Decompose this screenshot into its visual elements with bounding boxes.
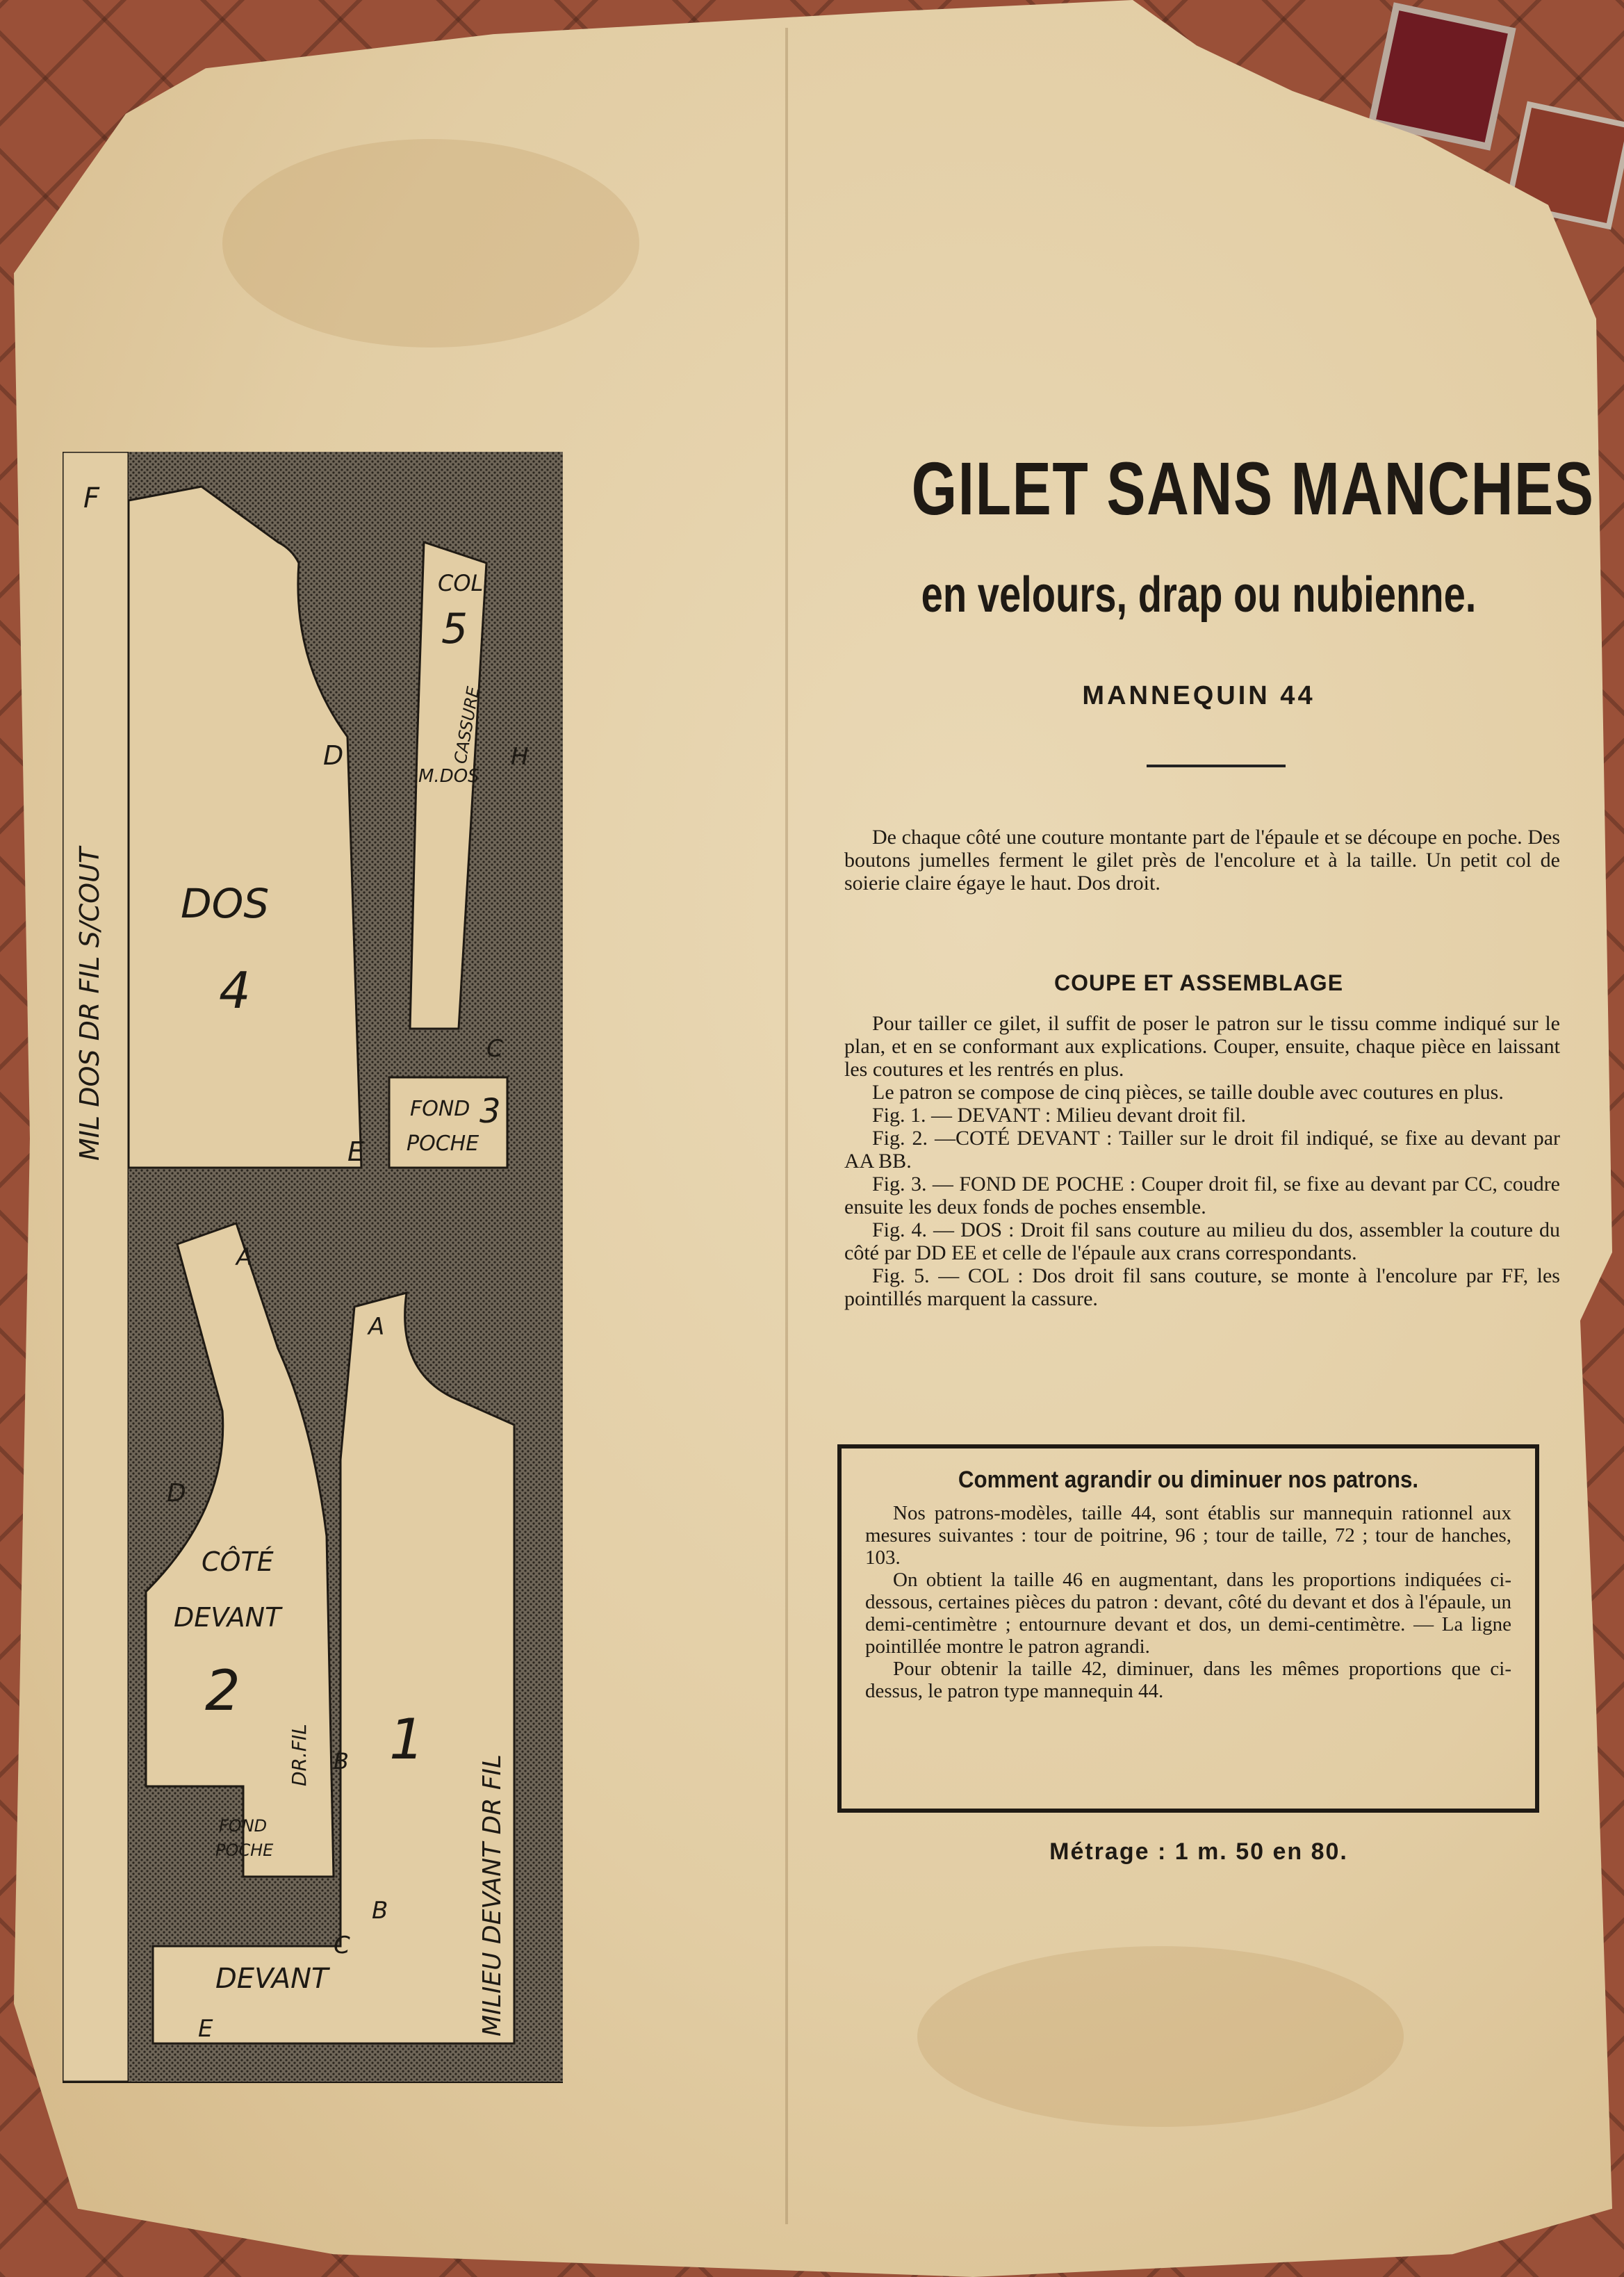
paper-stain	[917, 1946, 1404, 2127]
letter-c: C	[334, 1932, 350, 1959]
divider	[1147, 765, 1286, 767]
letter-b: B	[334, 1748, 349, 1774]
fond-poche-b: POCHE	[215, 1841, 274, 1860]
poche-label: POCHE	[407, 1132, 479, 1156]
devant-label: DEVANT	[215, 1963, 329, 1995]
cote-devant-label: DEVANT	[174, 1602, 281, 1633]
letter-d: D	[167, 1479, 186, 1508]
letter-a: A	[236, 1243, 253, 1271]
fond-label: FOND	[410, 1097, 470, 1121]
col-label: COL	[438, 570, 484, 596]
fond-poche-a: FOND	[219, 1816, 268, 1836]
letter-c: C	[486, 1035, 503, 1063]
size-adjust-box	[837, 1444, 1539, 1813]
fig-4: Fig. 4. — DOS : Droit fil sans couture au milieu du dos, assembler la couture du côté par DD EE et celle de l'épaule aux crans correspondants.	[844, 1218, 1560, 1264]
letter-e: E	[198, 2015, 213, 2043]
fig-2: Fig. 2. —COTÉ DEVANT : Tailler sur le droit fil indiqué, se fixe au devant par AA BB.	[844, 1127, 1560, 1173]
fig-1: Fig. 1. — DEVANT : Milieu devant droit fil.	[872, 1104, 1247, 1127]
letter-h: H	[511, 743, 529, 771]
milieu-label: MILIEU DEVANT DR FIL	[478, 1754, 507, 2037]
paper-fold	[785, 28, 788, 2224]
col-number: 5	[441, 605, 468, 653]
coupe-p2: Le patron se compose de cinq pièces, se taille double avec coutures en plus.	[872, 1081, 1504, 1104]
metrage: Métrage : 1 m. 50 en 80.	[1049, 1838, 1348, 1865]
page-title: GILET SANS MANCHES	[911, 446, 1595, 530]
pattern-layout-diagram	[63, 452, 563, 2085]
drfil-label: DR.FIL	[288, 1724, 311, 1786]
box-p3: Pour obtenir la taille 42, diminuer, dans les mêmes proportions que ci-dessus, le patron type mannequin 44.	[865, 1658, 1511, 1702]
selvedge-label: MIL DOS DR FIL S/COUT	[74, 847, 105, 1161]
fig-5: Fig. 5. — COL : Dos droit fil sans couture, se monte à l'encolure par FF, les pointillés marquent la cassure.	[844, 1264, 1560, 1310]
coupe-p1: Pour tailler ce gilet, il suffit de poser le patron sur le tissu comme indiqué sur le plan, et en se conformant aux explications. Couper, ensuite, chaque pièce en laissant les coutures et les rentrés en plus.	[844, 1012, 1560, 1081]
coupe-heading: COUPE ET ASSEMBLAGE	[1053, 970, 1344, 995]
cote-label: CÔTÉ	[202, 1546, 274, 1577]
box-p1: Nos patrons-modèles, taille 44, sont établis sur mannequin rationnel aux mesures suivantes : tour de poitrine, 96 ; tour de taille, 72 ; tour de hanches, 103.	[865, 1502, 1511, 1569]
cote-number: 2	[205, 1658, 240, 1723]
cassure-label: CASSURE	[450, 685, 484, 766]
letter-b: B	[372, 1897, 388, 1925]
box-title: Comment agrandir ou diminuer nos patrons.	[958, 1467, 1419, 1493]
mannequin-size: MANNEQUIN 44	[1082, 681, 1315, 710]
letter-f: F	[83, 482, 100, 514]
dos-label: DOS	[181, 880, 270, 927]
paper-stain	[222, 139, 639, 348]
intro-paragraph: De chaque côté une couture montante part de l'épaule et se découpe en poche. Des boutons jumelles ferment le gilet près de l'encolure et à la taille. Un petit col de soierie claire égaye le haut. Dos droit.	[844, 826, 1560, 895]
pattern-diagram-svg	[63, 452, 563, 2085]
box-p2: On obtient la taille 46 en augmentant, dans les proportions indiquées ci-dessous, certaines pièces du patron : devant, côté du devant et dos à l'épaule, un demi-centimètre ; entournure devant et dos, un demi-centimètre. — La ligne pointillée montre le patron agrandi.	[865, 1569, 1511, 1658]
dos-number: 4	[219, 961, 251, 1020]
letter-e: E	[347, 1136, 365, 1167]
fig-3: Fig. 3. — FOND DE POCHE : Couper droit fil, se fixe au devant par CC, coudre ensuite les deux fonds de poches ensemble.	[844, 1173, 1560, 1218]
letter-d: D	[323, 740, 344, 771]
devant-number: 1	[389, 1707, 425, 1772]
page-subtitle: en velours, drap ou nubienne.	[921, 567, 1477, 623]
coupe-text	[844, 1012, 1560, 1310]
fond-number: 3	[479, 1092, 501, 1131]
mdos-label: M.DOS	[418, 766, 479, 787]
letter-a: A	[368, 1313, 385, 1341]
selvedge-strip	[63, 452, 129, 2082]
